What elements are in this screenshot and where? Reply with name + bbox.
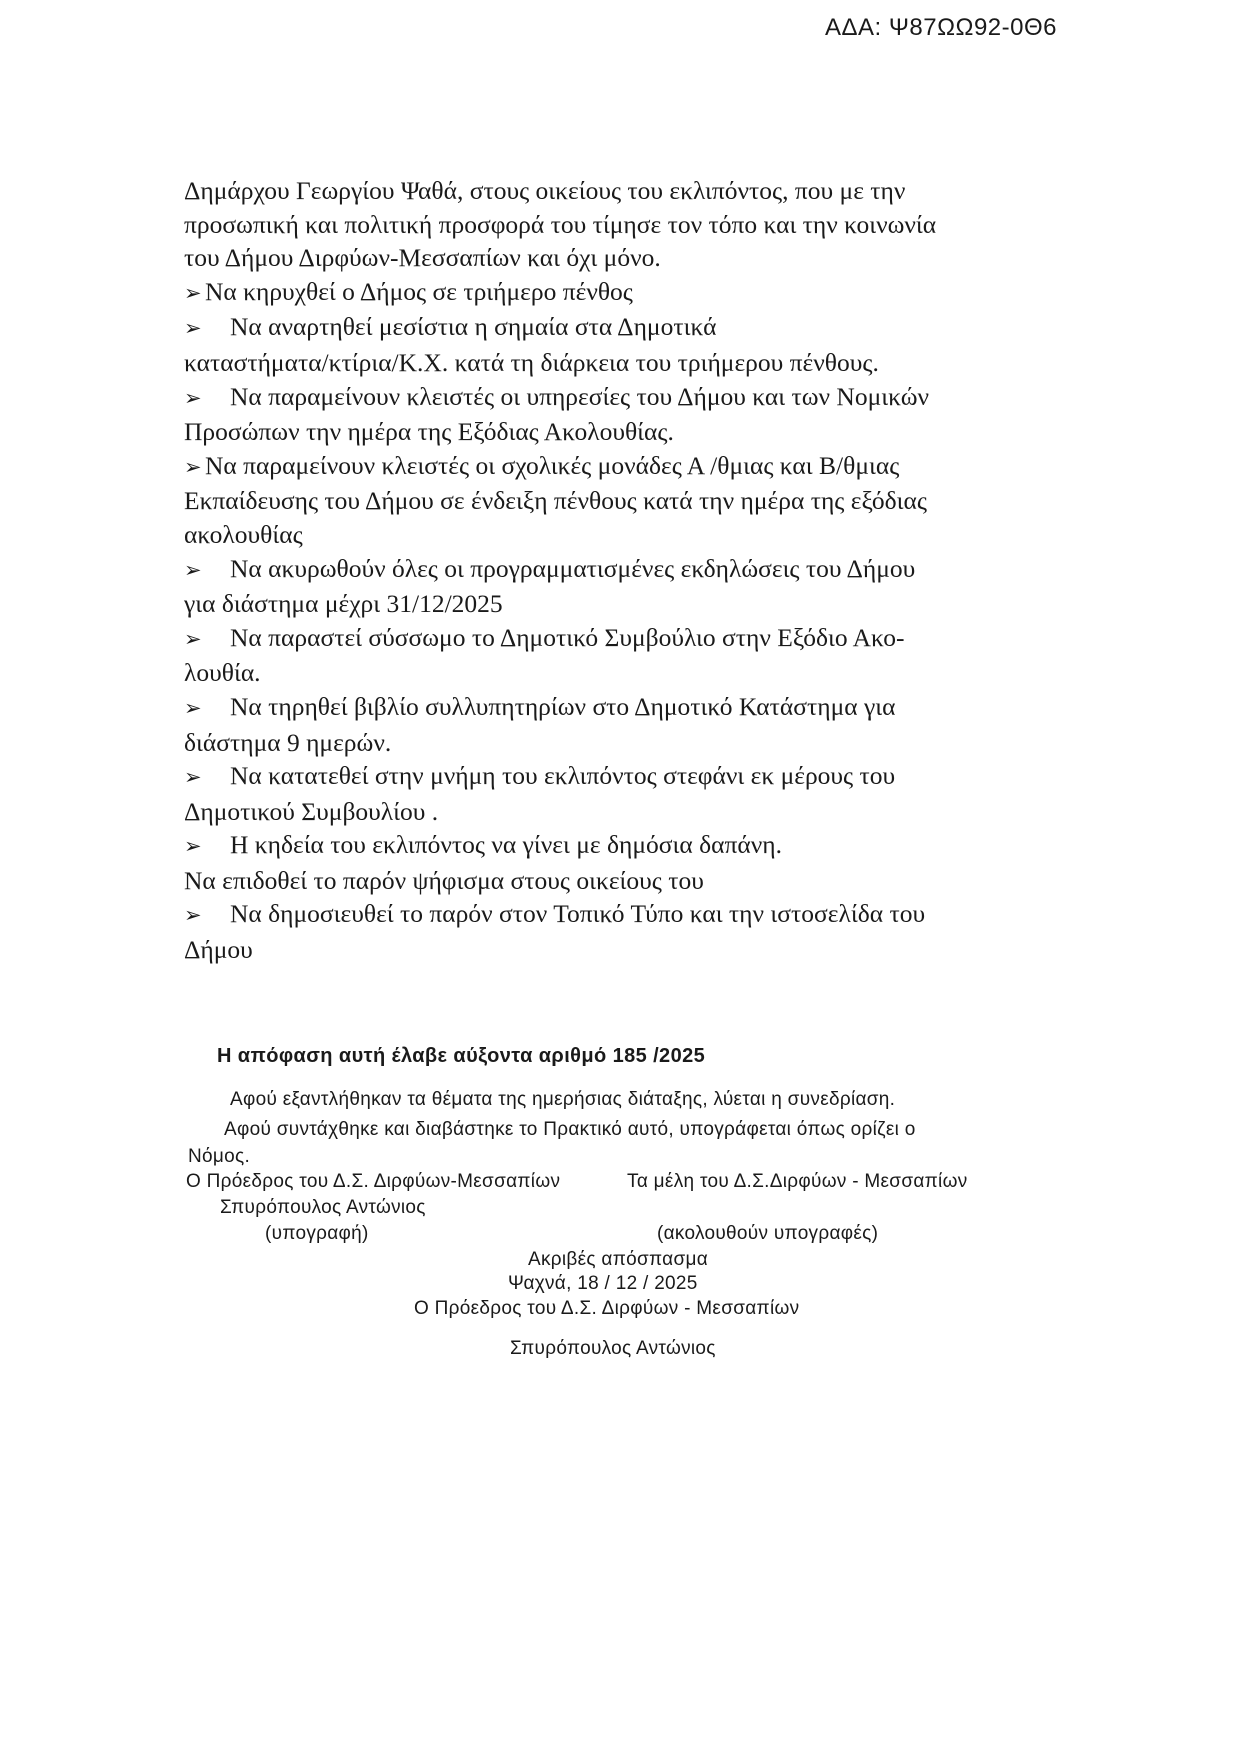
list-item bbox=[184, 552, 1064, 588]
plain-line: Να επιδοθεί το παρόν ψήφισμα στους οικείους του bbox=[184, 865, 704, 895]
exact-copy: Ακριβές απόσπασμα bbox=[528, 1249, 709, 1270]
closing-line: Αφού εξαντλήθηκαν τα θέματα της ημερήσιας διάταξης, λύεται η συνεδρίαση. bbox=[230, 1089, 896, 1110]
item-continuation: Δήμου bbox=[184, 935, 253, 965]
item-text: Να τηρηθεί βιβλίο συλλυπητηρίων στο Δημοτικό Κατάστημα για bbox=[230, 691, 896, 721]
list-item bbox=[184, 759, 1064, 795]
item-text: Να παραστεί σύσσωμο το Δημοτικό Συμβούλιο στην Εξόδιο Ακο- bbox=[230, 622, 905, 652]
arrow-bullet-icon: ➢ bbox=[184, 695, 202, 720]
item-continuation: για διάστημα μέχρι 31/12/2025 bbox=[184, 589, 503, 619]
arrow-bullet-icon: ➢ bbox=[184, 280, 202, 305]
intro-line: Δημάρχου Γεωργίου Ψαθά, στους οικείους του εκλιπόντος, που με την bbox=[184, 176, 906, 205]
item-continuation: διάστημα 9 ημερών. bbox=[184, 727, 392, 757]
members-title: Τα μέλη του Δ.Σ.Διρφύων - Μεσσαπίων bbox=[627, 1171, 968, 1192]
list-item bbox=[184, 621, 1064, 657]
item-text: Να δημοσιευθεί το παρόν στον Τοπικό Τύπο και την ιστοσελίδα του bbox=[230, 899, 926, 929]
list-item bbox=[184, 275, 1064, 311]
arrow-bullet-icon: ➢ bbox=[184, 626, 202, 651]
item-continuation: Προσώπων την ημέρα της Εξόδιας Ακολουθίας. bbox=[184, 417, 674, 447]
intro-line: του Δήμου Διρφύων-Μεσσαπίων και όχι μόνο. bbox=[184, 243, 661, 273]
list-item bbox=[184, 310, 1064, 346]
certifying-president-name: Σπυρόπουλος Αντώνιος bbox=[510, 1338, 716, 1359]
arrow-bullet-icon: ➢ bbox=[184, 454, 202, 479]
item-continuation: Εκπαίδευσης του Δήμου σε ένδειξη πένθους κατά την ημέρα της εξόδιας bbox=[184, 486, 927, 516]
list-item bbox=[184, 380, 1064, 416]
item-text: Να κατατεθεί στην μνήμη του εκλιπόντος στεφάνι εκ μέρους του bbox=[230, 761, 896, 791]
list-item bbox=[184, 897, 1064, 933]
ada-code: ΑΔΑ: Ψ87ΩΩ92-0Θ6 bbox=[824, 14, 1057, 41]
intro-line: προσωπική και πολιτική προσφορά του τίμησε τον τόπο και την κοινωνία bbox=[184, 209, 937, 239]
list-item bbox=[184, 690, 1064, 726]
closing-line: Αφού συντάχθηκε και διαβάστηκε το Πρακτικό αυτό, υπογράφεται όπως ορίζει ο bbox=[224, 1119, 916, 1140]
arrow-bullet-icon: ➢ bbox=[184, 316, 202, 341]
decision-number: Η απόφαση αυτή έλαβε αύξοντα αριθμό 185 /2025 bbox=[217, 1045, 706, 1067]
arrow-bullet-icon: ➢ bbox=[184, 903, 202, 928]
item-continuation: λουθία. bbox=[184, 658, 261, 688]
arrow-bullet-icon: ➢ bbox=[184, 834, 202, 859]
item-text: Να παραμείνουν κλειστές οι σχολικές μονάδες Α /θμιας και Β/θμιας bbox=[205, 450, 900, 480]
certifying-president-title: Ο Πρόεδρος του Δ.Σ. Διρφύων - Μεσσαπίων bbox=[414, 1298, 800, 1319]
closing-line: Νόμος. bbox=[188, 1146, 251, 1167]
president-title: Ο Πρόεδρος του Δ.Σ. Διρφύων-Μεσσαπίων bbox=[186, 1171, 561, 1192]
list-item bbox=[184, 828, 1064, 864]
item-text: Να αναρτηθεί μεσίστια η σημαία στα Δημοτικά bbox=[230, 312, 717, 342]
item-text: Να ακυρωθούν όλες οι προγραμματισμένες εκδηλώσεις του Δήμου bbox=[230, 553, 916, 583]
list-item bbox=[184, 449, 1064, 485]
arrow-bullet-icon: ➢ bbox=[184, 557, 202, 582]
item-text: Η κηδεία του εκλιπόντος να γίνει με δημόσια δαπάνη. bbox=[230, 830, 782, 860]
arrow-bullet-icon: ➢ bbox=[184, 765, 202, 790]
resolution-body bbox=[184, 174, 1064, 967]
item-continuation: καταστήματα/κτίρια/Κ.Χ. κατά τη διάρκεια του τριήμερου πένθους. bbox=[184, 347, 879, 377]
item-continuation: ακολουθίας bbox=[184, 519, 303, 549]
item-continuation: Δημοτικού Συμβουλίου . bbox=[184, 796, 439, 826]
place-date: Ψαχνά, 18 / 12 / 2025 bbox=[508, 1273, 698, 1294]
item-text: Να κηρυχθεί ο Δήμος σε τριήμερο πένθος bbox=[205, 276, 633, 306]
president-signature: (υπογραφή) bbox=[265, 1223, 369, 1244]
president-name: Σπυρόπουλος Αντώνιος bbox=[220, 1197, 426, 1218]
arrow-bullet-icon: ➢ bbox=[184, 385, 202, 410]
members-signatures: (ακολουθούν υπογραφές) bbox=[657, 1223, 879, 1244]
item-text: Να παραμείνουν κλειστές οι υπηρεσίες του Δήμου και των Νομικών bbox=[230, 381, 930, 411]
